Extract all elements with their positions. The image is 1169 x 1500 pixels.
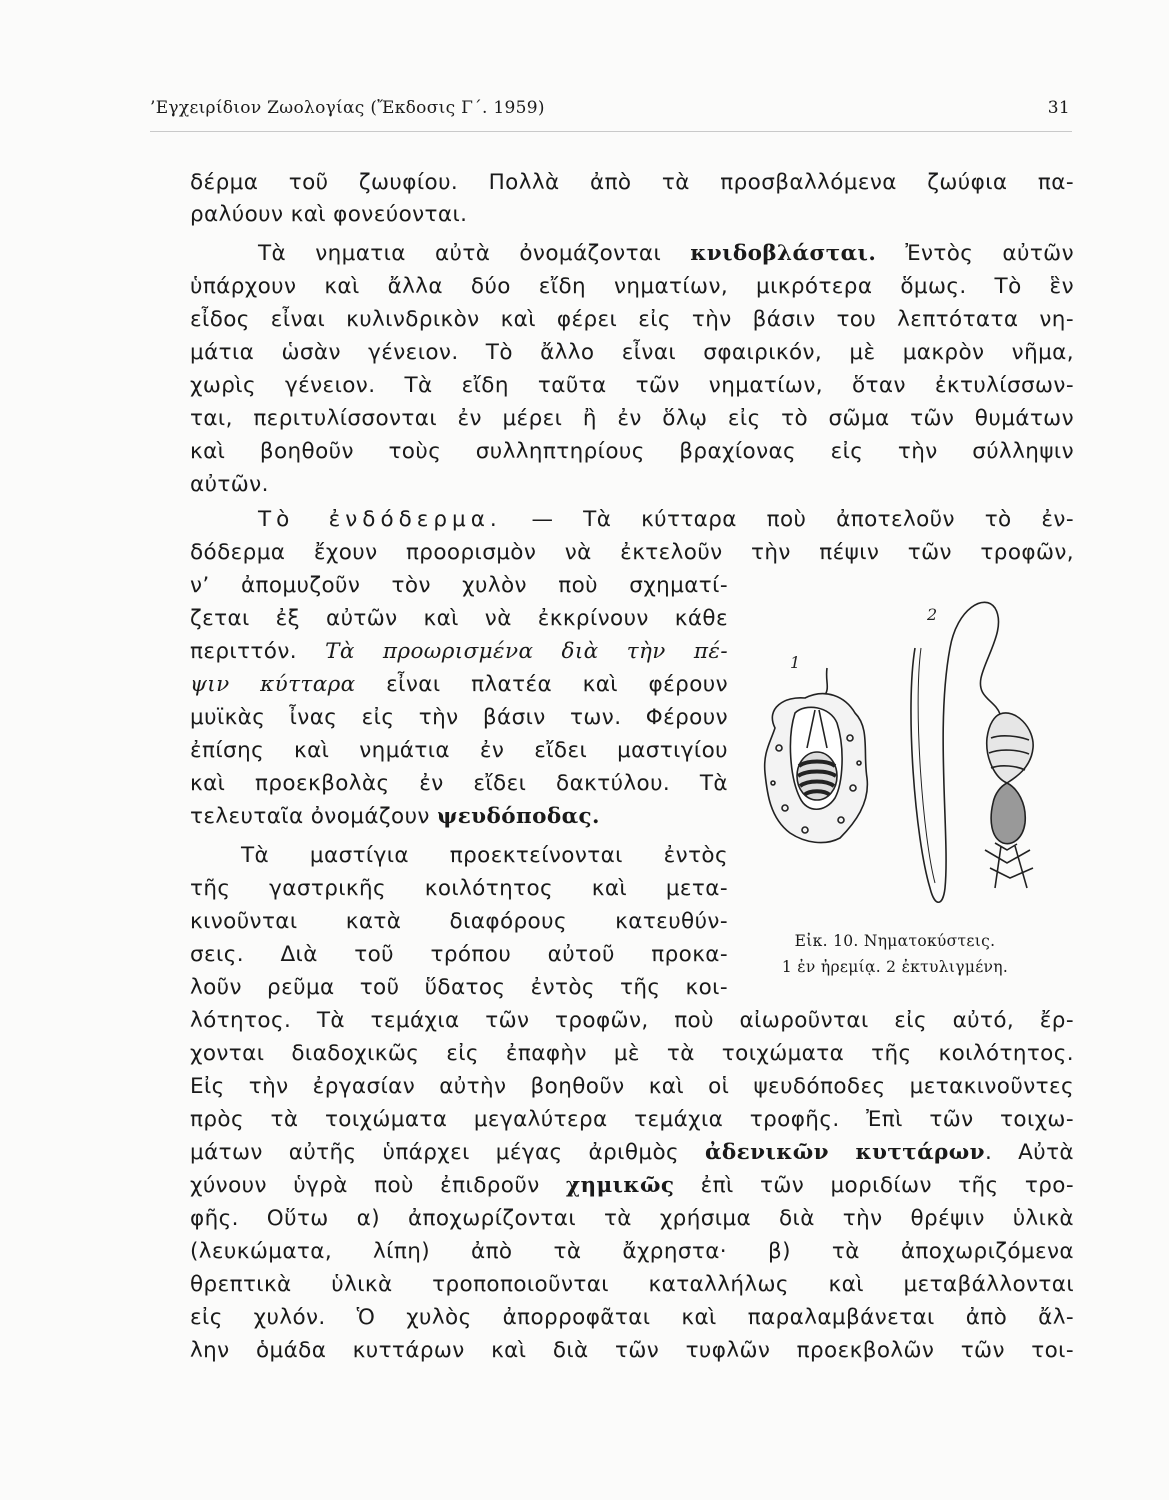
text-line: κινοῦνται κατὰ διαφόρους κατευθύν- xyxy=(190,909,728,934)
text-line: ζεται ἐξ αὐτῶν καὶ νὰ ἐκκρίνουν κάθε xyxy=(190,606,728,631)
text-run: . Αὐτὰ xyxy=(984,1140,1074,1165)
text-line: χωρὶς γένειον. Τὰ εἴδη ταῦτα τῶν νηματίων, ὅταν ἐκτυλίσσων- xyxy=(190,373,1074,398)
text-line xyxy=(190,670,728,700)
header-rule xyxy=(150,131,1072,132)
text-run: τελευταῖα ὀνομάζουν xyxy=(190,804,438,829)
text-line: πρὸς τὰ τοιχώματα μεγαλύτερα τεμάχια τροφῆς. Ἐπὶ τῶν τοιχω- xyxy=(190,1107,1074,1132)
text-line: εἶδος εἶναι κυλινδρικὸν καὶ φέρει εἰς τὴν βάσιν του λεπτότατα νη- xyxy=(190,307,1074,332)
nematocyst-at-rest xyxy=(765,668,868,843)
italic-phrase: ψιν κύτταρα xyxy=(190,672,356,697)
section-heading-line xyxy=(258,505,1074,535)
text-line: λότητος. Τὰ τεμάχια τῶν τροφῶν, ποὺ αἰωροῦνται εἰς αὐτό, ἔρ- xyxy=(190,1008,1074,1033)
text-line xyxy=(190,637,728,667)
text-line: θρεπτικὰ ὑλικὰ τροποποιοῦνται καταλλήλως καὶ μεταβάλλονται xyxy=(190,1272,1074,1297)
text-line xyxy=(258,239,1074,269)
text-line: χονται διαδοχικῶς εἰς ἐπαφὴν μὲ τὰ τοιχώματα τῆς κοιλότητος. xyxy=(190,1041,1074,1066)
text-line: δόδερμα ἔχουν προορισμὸν νὰ ἐκτελοῦν τὴν πέψιν τῶν τροφῶν, xyxy=(190,540,1074,565)
figure-caption-line1: Εἰκ. 10. Νηματοκύστεις. xyxy=(794,932,996,950)
term-pseudopods: ψευδόποδας. xyxy=(437,804,600,829)
text-line xyxy=(190,802,728,832)
text-line: καὶ προεκβολὰς ἐν εἴδει δακτύλου. Τὰ xyxy=(190,771,728,796)
nematocyst-illustration xyxy=(745,588,1075,918)
text-run: Τὰ νηματια αὐτὰ ὀνομάζονται xyxy=(258,241,691,266)
text-line: ν’ ἀπομυζοῦν τὸν χυλὸν ποὺ σχηματί- xyxy=(190,573,728,598)
text-line: μάτια ὡσὰν γένειον. Τὸ ἄλλο εἶναι σφαιρικόν, μὲ μακρὸν νῆμα, xyxy=(190,340,1074,365)
running-header xyxy=(150,98,1070,128)
text-run: μάτων αὐτῆς ὑπάρχει μέγας ἀριθμὸς xyxy=(190,1140,705,1165)
text-line: καὶ βοηθοῦν τοὺς συλληπτηρίους βραχίονας εἰς τὴν σύλληψιν xyxy=(190,439,1074,464)
section-title-endoderm: Τὸ ἐνδόδερμα. xyxy=(258,507,502,532)
figure-caption-line2: 1 ἐν ἠρεμίᾳ. 2 ἐκτυλιγμένη. xyxy=(781,958,1009,976)
figure-label-1: 1 xyxy=(790,653,801,672)
text-line: ραλύουν καὶ φονεύονται. xyxy=(190,202,468,227)
text-line: λοῦν ρεῦμα τοῦ ὕδατος ἐντὸς τῆς κοι- xyxy=(190,975,728,1000)
nematocyst-discharged xyxy=(911,602,1033,902)
term-chemically: χημικῶς xyxy=(565,1173,675,1198)
figure-label-2: 2 xyxy=(927,605,938,624)
text-line: λην ὁμάδα κυττάρων καὶ διὰ τῶν τυφλῶν προεκβολῶν τῶν τοι- xyxy=(190,1338,1074,1363)
text-line: Εἰς τὴν ἐργασίαν αὐτὴν βοηθοῦν καὶ οἱ ψευδόποδες μετακινοῦντες xyxy=(190,1074,1074,1099)
text-line: μυϊκὰς ἶνας εἰς τὴν βάσιν των. Φέρουν xyxy=(190,705,728,730)
text-run: — Τὰ κύτταρα ποὺ ἀποτελοῦν τὸ ἐν- xyxy=(501,507,1074,532)
text-line xyxy=(190,1138,1074,1168)
text-run: χύνουν ὑγρὰ ποὺ ἐπιδροῦν xyxy=(190,1173,566,1198)
text-run: ἐπὶ τῶν μοριδίων τῆς τρο- xyxy=(674,1173,1074,1198)
text-run: εἶναι πλατέα καὶ φέρουν xyxy=(355,672,728,697)
term-knidoblastai: κνιδοβλάσται. xyxy=(690,241,877,266)
text-line: (λευκώματα, λίπη) ἀπὸ τὰ ἄχρηστα· β) τὰ ἀποχωριζόμενα xyxy=(190,1239,1074,1264)
text-line: φῆς. Οὕτω α) ἀποχωρίζονται τὰ χρήσιμα διὰ τὴν θρέψιν ὑλικὰ xyxy=(190,1206,1074,1231)
text-line: ἐπίσης καὶ νημάτια ἐν εἴδει μαστιγίου xyxy=(190,738,728,763)
text-run: περιττόν. xyxy=(190,639,326,664)
text-line: αὐτῶν. xyxy=(190,472,269,497)
page-number: 31 xyxy=(1047,98,1070,118)
book-title: ’Εγχειρίδιον Ζωολογίας (Ἔκδοσις Γ΄. 1959) xyxy=(150,98,545,118)
text-line: ὑπάρχουν καὶ ἄλλα δύο εἴδη νηματίων, μικρότερα ὅμως. Τὸ ἓν xyxy=(190,274,1074,299)
text-line xyxy=(190,1171,1074,1201)
text-line: Τὰ μαστίγια προεκτείνονται ἐντὸς xyxy=(241,843,728,868)
text-line: εἰς χυλόν. Ὁ χυλὸς ἀπορροφᾶται καὶ παραλαμβάνεται ἀπὸ ἄλ- xyxy=(190,1305,1074,1330)
italic-phrase: Τὰ προωρισμένα διὰ τὴν πέ- xyxy=(325,639,728,664)
text-line: σεις. Διὰ τοῦ τρόπου αὐτοῦ προκα- xyxy=(190,942,728,967)
nematocyst-figure xyxy=(745,588,1075,918)
term-glandular-cells: ἀδενικῶν κυττάρων xyxy=(704,1140,985,1165)
text-line: ται, περιτυλίσσονται ἐν μέρει ἢ ἐν ὅλῳ εἰς τὸ σῶμα τῶν θυμάτων xyxy=(190,406,1074,431)
text-run: Ἐντὸς αὐτῶν xyxy=(876,241,1074,266)
text-line: δέρμα τοῦ ζωυφίου. Πολλὰ ἀπὸ τὰ προσβαλλόμενα ζωύφια πα- xyxy=(190,170,1074,195)
text-line: τῆς γαστρικῆς κοιλότητος καὶ μετα- xyxy=(190,876,728,901)
